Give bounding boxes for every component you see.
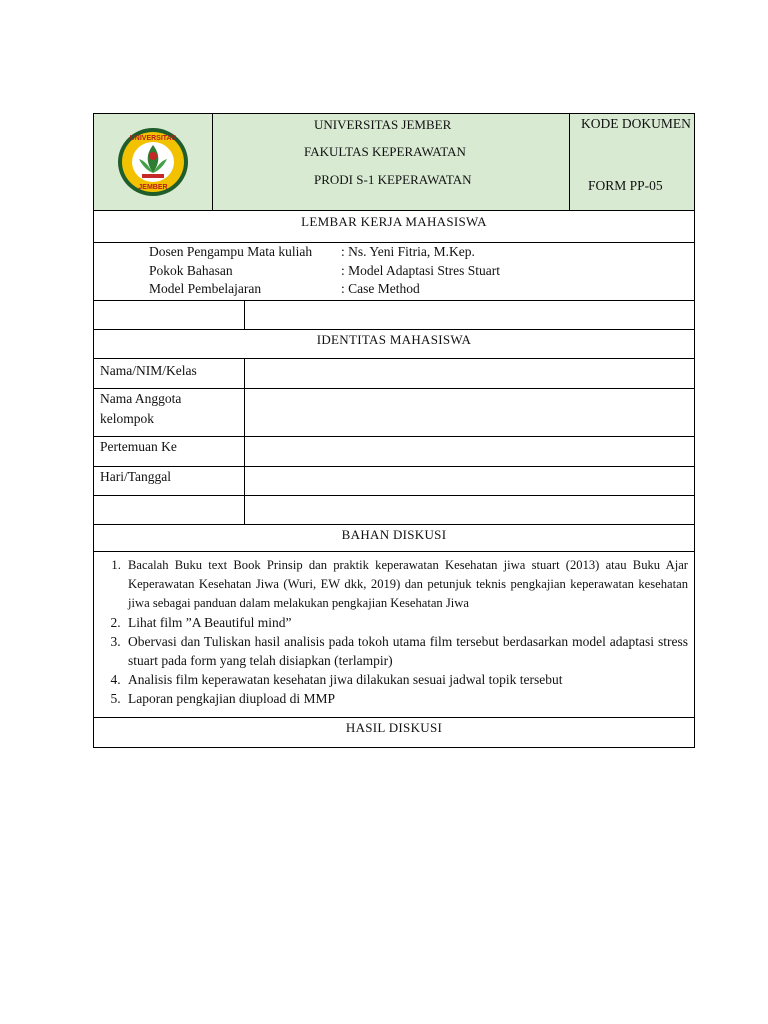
identity-row-date (93, 467, 695, 496)
list-item: 2. Lihat film ”A Beautiful mind” (124, 613, 688, 632)
logo-text-top: UNIVERSITAS (129, 135, 177, 142)
identity-row-meeting (93, 437, 695, 467)
form-header (93, 113, 695, 211)
document-code-cell (570, 114, 694, 210)
discussion-material-title: BAHAN DISKUSI (93, 525, 695, 552)
lecturer-value: : Ns. Yeni Fitria, M.Kep. (341, 244, 475, 259)
list-item: 4. Analisis film keperawatan kesehatan jiwa dilakukan sesuai jadwal topik tersebut (124, 670, 688, 689)
list-item: 5. Laporan pengkajian diupload di MMP (124, 689, 688, 708)
list-item: 1. Bacalah Buku text Book Prinsip dan praktik keperawatan Kesehatan jiwa stuart (2013) atau Buku Ajar Keperawatan Kesehatan Jiwa (Wuri, EW dkk, 2019) dan petunjuk teknis pengkajian keperawatan kesehatan jiwa sebagai panduan dalam melakukan pengkajian Kesehatan Jiwa (124, 556, 688, 613)
method-line (149, 281, 420, 297)
identity-row-group (93, 389, 695, 437)
blank-row-1 (93, 301, 695, 330)
blank-value-cell[interactable] (245, 301, 694, 329)
course-info (93, 243, 695, 301)
blank-label-cell-2 (94, 496, 245, 524)
logo-cell (94, 114, 213, 210)
discussion-result-title: HASIL DISKUSI (93, 718, 695, 748)
worksheet-form (93, 113, 695, 748)
topic-value: : Model Adaptasi Stres Stuart (341, 263, 500, 278)
identity-row-name (93, 359, 695, 389)
topic-line (149, 263, 500, 279)
date-label: Hari/Tanggal (94, 467, 245, 495)
blank-value-cell-2[interactable] (245, 496, 694, 524)
lecturer-label: Dosen Pengampu Mata kuliah (149, 244, 313, 259)
faculty-name: FAKULTAS KEPERAWATAN (304, 144, 466, 159)
worksheet-title: LEMBAR KERJA MAHASISWA (93, 211, 695, 243)
university-name: UNIVERSITAS JEMBER (314, 117, 452, 132)
lecturer-line (149, 244, 475, 260)
identity-title: IDENTITAS MAHASISWA (93, 330, 695, 359)
list-item: 3. Obervasi dan Tuliskan hasil analisis pada tokoh utama film tersebut berdasarkan model adaptasi stress stuart pada form yang telah disiapkan (terlampir) (124, 632, 688, 670)
program-name: PRODI S-1 KEPERAWATAN (314, 172, 472, 187)
name-field[interactable] (245, 359, 694, 388)
discussion-list (100, 556, 688, 708)
university-logo-icon (115, 125, 191, 199)
name-label: Nama/NIM/Kelas (94, 359, 245, 388)
form-code: FORM PP-05 (588, 178, 663, 193)
blank-label-cell (94, 301, 245, 329)
date-field[interactable] (245, 467, 694, 495)
institution-cell (213, 114, 570, 210)
logo-text-bottom: JEMBER (138, 184, 168, 191)
group-members-label: Nama Anggota kelompok (94, 389, 245, 436)
doc-code-label: KODE DOKUMEN (581, 116, 691, 131)
meeting-field[interactable] (245, 437, 694, 466)
method-value: : Case Method (341, 281, 420, 296)
group-members-field[interactable] (245, 389, 694, 436)
topic-label: Pokok Bahasan (149, 263, 233, 278)
meeting-label: Pertemuan Ke (94, 437, 245, 466)
blank-row-2 (93, 496, 695, 525)
method-label: Model Pembelajaran (149, 281, 262, 296)
discussion-material (93, 552, 695, 718)
